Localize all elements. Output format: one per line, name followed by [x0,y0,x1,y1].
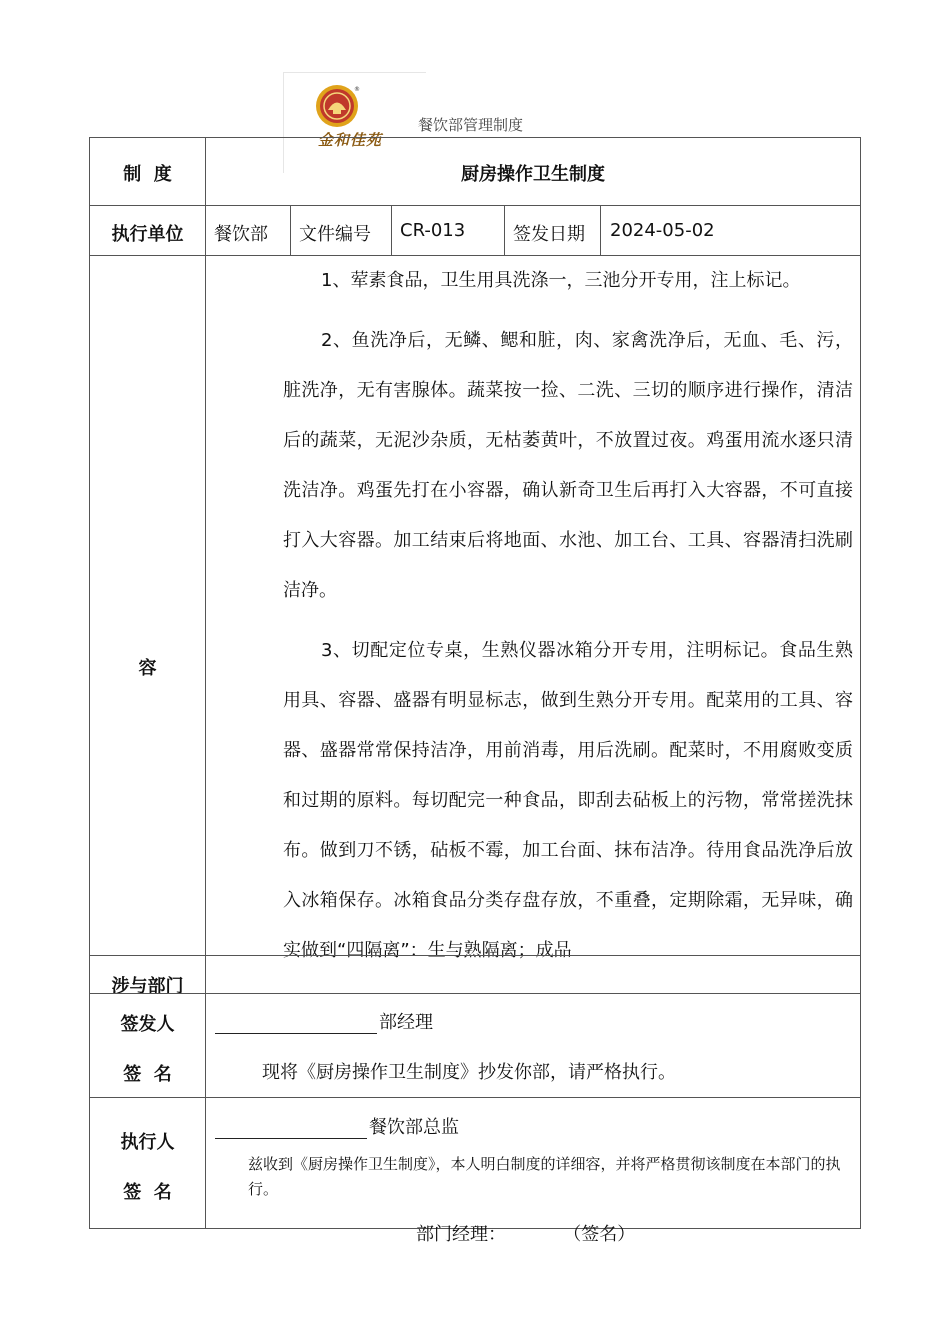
exec-unit-label-cell [89,205,206,256]
company-seal-icon [314,83,360,129]
issue-date-label-cell [504,205,601,256]
executor-label: 执行人 [120,1132,175,1153]
issuer-label-cell [89,993,206,1098]
executor-footer: 部门经理： （签名） [416,1224,636,1245]
dept-label-cell [89,955,206,997]
doc-no-label: 文件编号 [299,224,371,245]
content-paragraph-3: 3、切配定位专桌，生熟仪器冰箱分开专用，注明标记。食品生熟用具、容器、盛器有明显标志，做到生熟分开专用。配菜用的工具、容器、盛器常常保持洁净，用前消毒，用后洗刷。配菜时，不用腐败变质和过期的原料。每切配完一种食品，即刮去砧板上的污物，常常搓洗抹布。做到刀不锈，砧板不霉，加工台面、抹布洁净。待用食品洗净后放入冰箱保存。冰箱食品分类存盘存放，不重叠，定期除霜，无异味，确实做到“四隔离”：生与熟隔离；成品 [283,640,853,961]
issuer-role: 部经理 [379,1012,433,1033]
executor-sign-label: 签 名 [123,1182,172,1203]
content-label-cell [89,255,206,956]
executor-label-cell [89,1097,206,1229]
executor-value-cell [205,1097,861,1245]
system-label: 制 度 [123,164,172,185]
dept-label: 涉与部门 [111,976,184,997]
executor-signature-line [215,1113,459,1139]
executor-signature-blank [215,1120,367,1139]
doc-no-label-cell [290,205,392,256]
issuer-label: 签发人 [120,1014,175,1035]
issue-date-label: 签发日期 [513,224,585,245]
issuer-signature-line [215,1008,433,1034]
department-header: 餐饮部管理制度 [418,116,524,134]
issuer-value-cell [205,993,861,1098]
executor-role: 餐饮部总监 [369,1117,459,1138]
doc-no-value: CR-013 [400,220,466,241]
issue-date-value: 2024-05-02 [610,220,715,241]
system-title-cell [205,137,861,206]
content-paragraph-2: 2、鱼洗净后，无鳞、鳃和脏，肉、家禽洗净后，无血、毛、污，脏洗净，无有害腺体。蔬菜按一捡、二洗、三切的顺序进行操作，清洁后的蔬菜，无泥沙杂质，无枯萎黄叶，不放置过夜。鸡蛋用流水逐只清洗洁净。鸡蛋先打在小容器，确认新奇卫生后再打入大容器，不可直接打入大容器。加工结束后将地面、水池、加工台、工具、容器清扫洗刷洁净。 [283,330,853,601]
executor-note: 兹收到《厨房操作卫生制度》，本人明白制度的详细容，并将严格贯彻该制度在本部门的执行。 [248,1155,841,1198]
system-title: 厨房操作卫生制度 [461,164,605,185]
svg-text:®: ® [354,86,360,93]
issue-date-value-cell [600,205,861,256]
issuer-sign-label: 签 名 [123,1064,172,1085]
exec-unit-label: 执行单位 [111,224,184,245]
issuer-note: 现将《厨房操作卫生制度》抄发你部，请严格执行。 [262,1062,676,1083]
content-body [283,256,853,961]
logo-wordmark: 金和佳苑 [318,131,383,149]
system-label-cell [89,137,206,206]
content-paragraph-1: 1、荤素食品，卫生用具洗涤一，三池分开专用，注上标记。 [321,270,801,291]
issuer-signature-blank [215,1015,377,1034]
content-label: 容 [138,658,157,679]
doc-no-value-cell [391,205,505,256]
dept-value-cell [205,955,861,994]
exec-unit-value-cell [205,205,291,256]
exec-unit-value: 餐饮部 [214,224,268,245]
